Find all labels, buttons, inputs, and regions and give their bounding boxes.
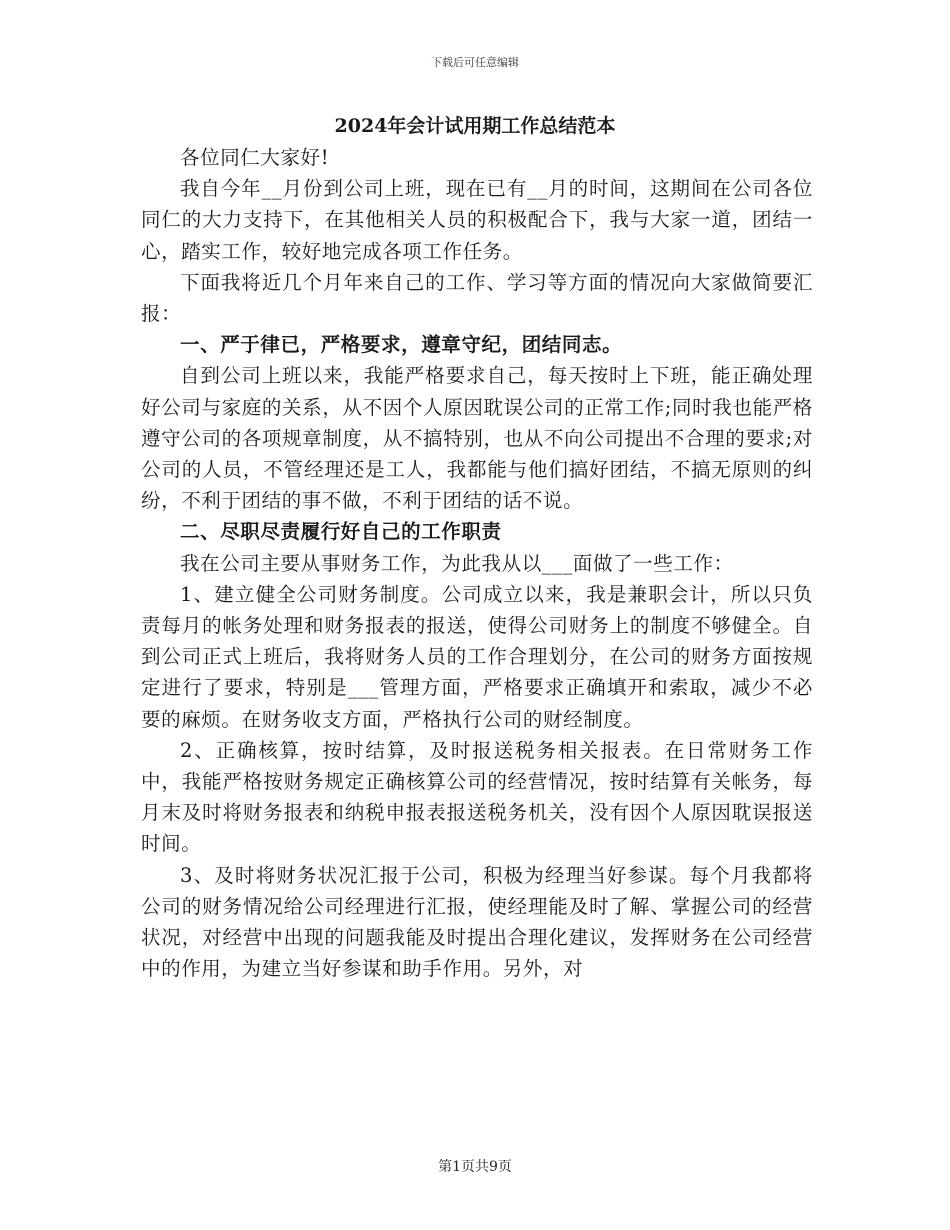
document-body [141, 142, 813, 984]
paragraph-discipline: 自到公司上班以来，我能严格要求自己，每天按时上下班，能正确处理好公司与家庭的关系，从不因个人原因耽误公司的正常工作;同时我也能严格遵守公司的各项规章制度，从不搞特别，也从不向公司提出不合理的要求;对公司的人员，不管经理还是工人，我都能与他们搞好团结，不搞无原则的纠纷，不利于团结的事不做，不利于团结的话不说。 [141, 364, 813, 513]
paragraph-item-2: 2、正确核算，按时结算，及时报送税务相关报表。在日常财务工作中，我能严格按财务规定正确核算公司的经营情况，按时结算有关帐务，每月末及时将财务报表和纳税申报表报送税务机关，没有因个人原因耽误报送时间。 [141, 738, 813, 856]
header-note: 下载后可任意编辑 [431, 56, 519, 69]
paragraph-item-3: 3、及时将财务状况汇报于公司，积极为经理当好参谋。每个月我都将公司的财务情况给公司经理进行汇报，使经理能及时了解、掌握公司的经营状况，对经营中出现的问题我能及时提出合理化建议，发挥财务在公司经营中的作用，为建立当好参谋和助手作用。另外，对 [141, 863, 813, 981]
paragraph-intro: 我自今年__月份到公司上班，现在已有__月的时间，这期间在公司各位同仁的大力支持下，在其他相关人员的积极配合下，我与大家一道，团结一心，踏实工作，较好地完成各项工作任务。 [141, 177, 813, 263]
section-heading-2: 二、尽职尽责履行好自己的工作职责 [180, 520, 502, 544]
paragraph-duties-lead: 我在公司主要从事财务工作，为此我从以___面做了一些工作： [180, 551, 734, 575]
paragraph-greeting: 各位同仁大家好! [180, 146, 330, 169]
paragraph-report-lead: 下面我将近几个月年来自己的工作、学习等方面的情况向大家做简要汇报： [141, 270, 813, 326]
section-heading-1: 一、严于律已，严格要求，遵章守纪，团结同志。 [180, 333, 623, 357]
document-title: 2024年会计试用期工作总结范本 [334, 115, 616, 137]
page-number-footer: 第1页共9页 [438, 1159, 512, 1175]
paragraph-item-1: 1、建立健全公司财务制度。公司成立以来，我是兼职会计，所以只负责每月的帐务处理和财务报表的报送，使得公司财务上的制度不够健全。自到公司正式上班后，我将财务人员的工作合理划分，在公司的财务方面按规定进行了要求，特别是___管理方面，严格要求正确填开和索取，减少不必要的麻烦。在财务收支方面，严格执行公司的财经制度。 [141, 582, 813, 731]
